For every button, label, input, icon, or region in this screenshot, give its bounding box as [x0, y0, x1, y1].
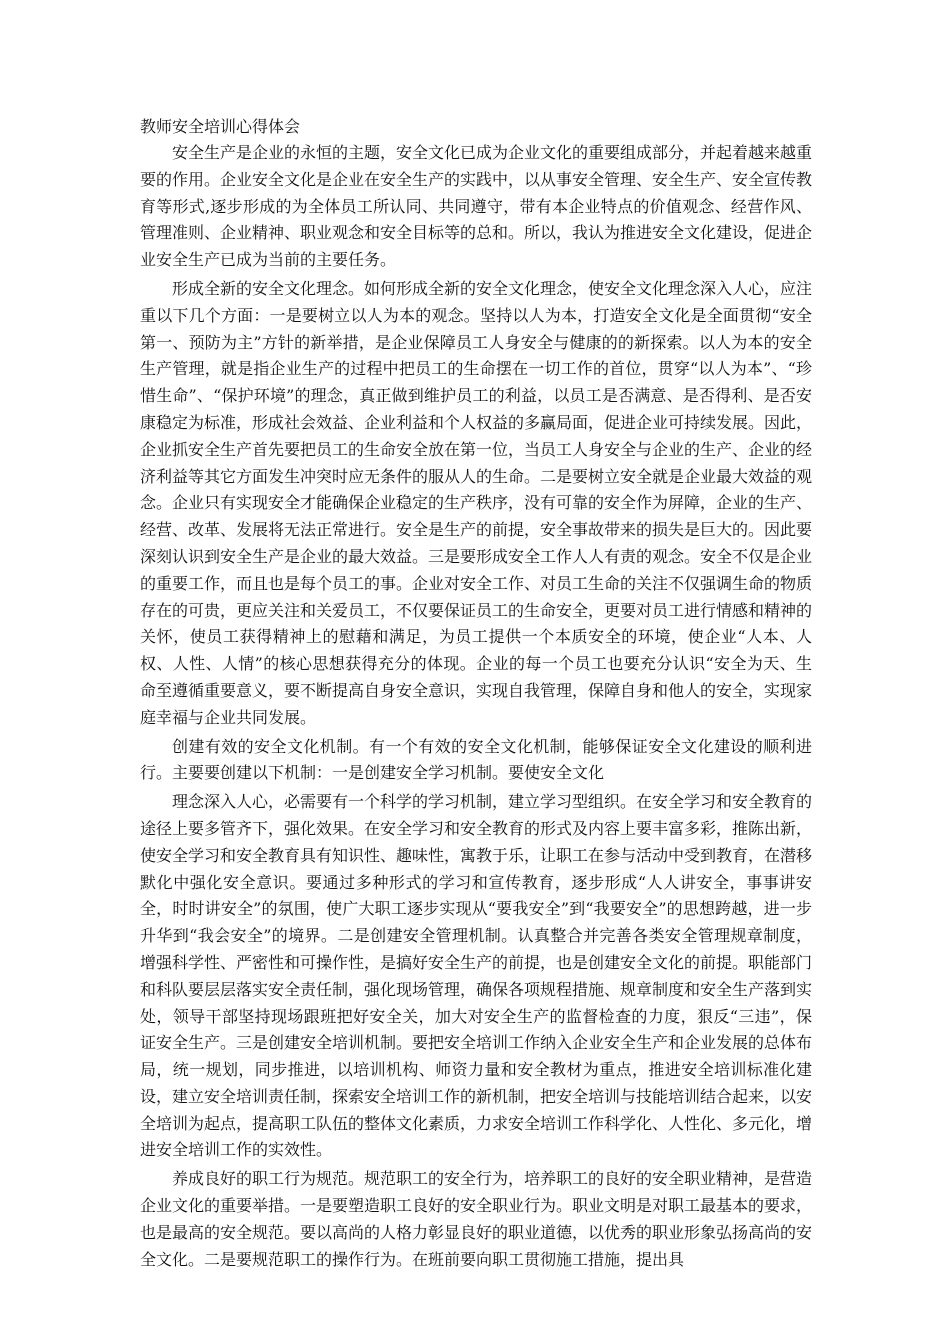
- document-body: [140, 113, 812, 1273]
- paragraph-intro: 安全生产是企业的永恒的主题，安全文化已成为企业文化的重要组成部分，并起着越来越重要的作用。企业安全文化是企业在安全生产的实践中，以从事安全管理、安全生产、安全宣传教育等形式,逐步形成的为全体员工所认同、共同遵守，带有本企业特点的价值观念、经营作风、管理准则、企业精神、职业观念和安全目标等的总和。所以，我认为推进安全文化建设，促进企业安全生产已成为当前的主要任务。: [140, 143, 813, 270]
- document-title: 教师安全培训心得体会: [140, 117, 301, 136]
- paragraph-safety-culture-concept: 形成全新的安全文化理念。如何形成全新的安全文化理念，使安全文化理念深入人心，应注重以下几个方面：一是要树立以人为本的观念。坚持以人为本，打造安全文化是全面贯彻“安全第一、预防为主”方针的新举措，是企业保障员工人身安全与健康的的新探索。以人为本的安全生产管理，就是指企业生产的过程中把员工的生命摆在一切工作的首位，贯穿“以人为本”、“珍惜生命”、“保护环境”的理念，真正做到维护员工的利益，以员工是否满意、是否得利、是否安康稳定为标准，形成社会效益、企业利益和个人权益的多赢局面，促进企业可持续发展。因此，企业抓安全生产首先要把员工的生命安全放在第一位，当员工人身安全与企业的生产、企业的经济利益等其它方面发生冲突时应无条件的服从人的生命。二是要树立安全就是企业最大效益的观念。企业只有实现安全才能确保企业稳定的生产秩序，没有可靠的安全作为屏障，企业的生产、经营、改革、发展将无法正常进行。安全是生产的前提，安全事故带来的损失是巨大的。因此要深刻认识到安全生产是企业的最大效益。三是要形成安全工作人人有责的观念。安全不仅是企业的重要工作，而且也是每个员工的事。企业对安全工作、对员工生命的关注不仅强调生命的物质存在的可贵，更应关注和关爱员工，不仅要保证员工的生命安全，更要对员工进行情感和精神的关怀，使员工获得精神上的慰藉和满足，为员工提供一个本质安全的环境，使企业“人本、人权、人性、人情”的核心思想获得充分的体现。企业的每一个员工也要充分认识“安全为天、生命至遵循重要意义，要不断提高自身安全意识，实现自我管理，保障自身和他人的安全，实现家庭幸福与企业共同发展。: [140, 278, 813, 727]
- paragraph-safety-culture-mechanism: 创建有效的安全文化机制。有一个有效的安全文化机制，能够保证安全文化建设的顺利进行。主要要创建以下机制：一是创建安全学习机制。要使安全文化: [140, 736, 812, 783]
- paragraph-learning-management-training: 理念深入人心，必需要有一个科学的学习机制，建立学习型组织。在安全学习和安全教育的途径上要多管齐下，强化效果。在安全学习和安全教育的形式及内容上要丰富多彩，推陈出新，使安全学习和安全教育具有知识性、趣味性，寓教于乐，让职工在参与活动中受到教育，在潜移默化中强化安全意识。要通过多种形式的学习和宣传教育，逐步形成“人人讲安全，事事讲安全，时时讲安全”的氛围，使广大职工逐步实现从“要我安全”到“我要安全”的思想跨越，进一步升华到“我会安全”的境界。二是创建安全管理机制。认真整合并完善各类安全管理规章制度，增强科学性、严密性和可操作性，是搞好安全生产的前提，也是创建安全文化的前提。职能部门和科队要层层落实安全责任制，强化现场管理，确保各项规程措施、规章制度和安全生产落到实处，领导干部坚持现场跟班把好安全关，加大对安全生产的监督检查的力度，狠反“三违”，保证安全生产。三是创建安全培训机制。要把安全培训工作纳入企业安全生产和企业发展的总体布局，统一规划，同步推进，以培训机构、师资力量和安全教材为重点，推进安全培训标准化建设，建立安全培训责任制，探索安全培训工作的新机制，把安全培训与技能培训结合起来，以安全培训为起点，提高职工队伍的整体文化素质，力求安全培训工作科学化、人性化、多元化，增进安全培训工作的实效性。: [140, 792, 813, 1160]
- paragraph-behavior-norms: 养成良好的职工行为规范。规范职工的安全行为，培养职工的良好的安全职业精神，是营造企业文化的重要举措。一是要塑造职工良好的安全职业行为。职业文明是对职工最基本的要求，也是最高的安全规范。要以高尚的人格力彰显良好的职业道德，以优秀的职业形象弘扬高尚的安全文化。二是要规范职工的操作行为。在班前要向职工贯彻施工措施，提出具: [140, 1169, 813, 1269]
